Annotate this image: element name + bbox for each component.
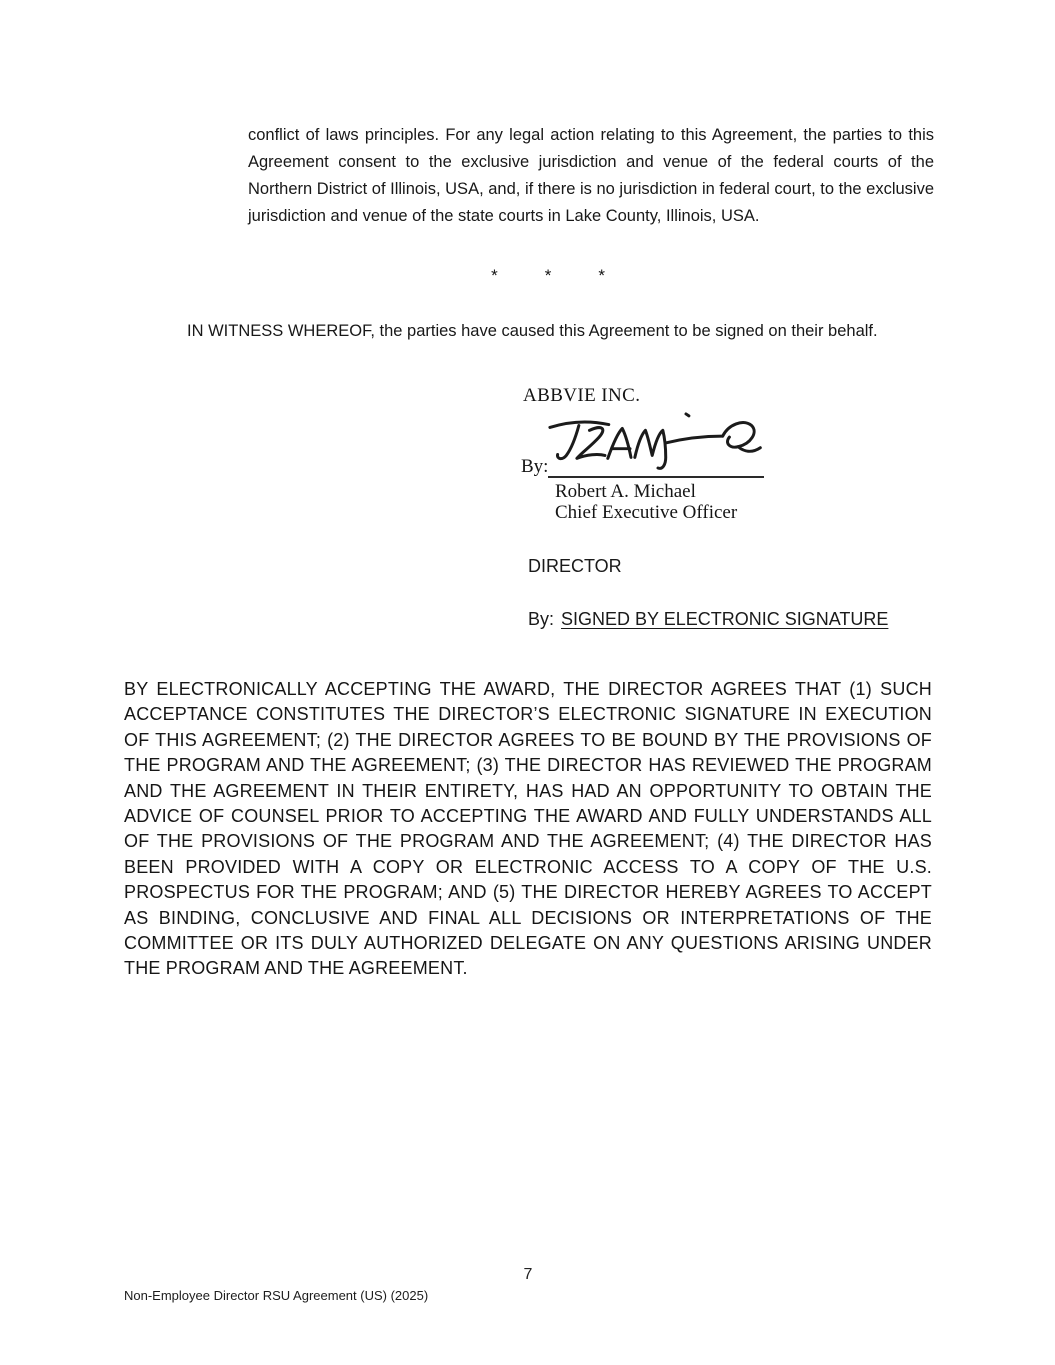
signer-name: Robert A. Michael <box>555 481 696 502</box>
electronic-signature-text: SIGNED BY ELECTRONIC SIGNATURE <box>561 609 889 629</box>
section-separator <box>144 266 952 286</box>
director-heading: DIRECTOR <box>528 556 622 576</box>
acceptance-paragraph: BY ELECTRONICALLY ACCEPTING THE AWARD, THE DIRECTOR AGREES THAT (1) SUCH ACCEPTANCE CONSTITUTES THE DIRECTOR’S ELECTRONIC SIGNATURE IN EXECUTION OF THIS AGREEMENT; (2) THE DIRECTOR AGREES TO BE BOUND BY THE PROVISIONS OF THE PROGRAM AND THE AGREEMENT; (3) THE DIRECTOR HAS REVIEWED THE PROGRAM AND THE AGREEMENT IN THEIR ENTIRETY, HAS HAD AN OPPORTUNITY TO OBTAIN THE ADVICE OF COUNSEL PRIOR TO ACCEPTING THE AWARD AND FULLY UNDERSTANDS ALL OF THE PROVISIONS OF THE PROGRAM AND THE AGREEMENT; (4) THE DIRECTOR HAS BEEN PROVIDED WITH A COPY OR ELECTRONIC ACCESS TO A COPY OF THE U.S. PROSPECTUS FOR THE PROGRAM; AND (5) THE DIRECTOR HEREBY AGREES TO ACCEPT AS BINDING, CONCLUSIVE AND FINAL ALL DECISIONS OR INTERPRETATIONS OF THE COMMITTEE OR ITS DULY AUTHORIZED DELEGATE ON ANY QUESTIONS ARISING UNDER THE PROGRAM AND THE AGREEMENT. <box>124 679 932 979</box>
signer-title: Chief Executive Officer <box>555 502 738 523</box>
company-by-label: By: <box>521 456 549 477</box>
company-name: ABBVIE INC. <box>523 385 641 406</box>
signature-line <box>548 476 764 478</box>
document-footer-label: Non-Employee Director RSU Agreement (US) (2025) <box>124 1288 429 1303</box>
director-by-label: By: <box>528 609 555 629</box>
asterisk: * <box>598 266 605 285</box>
asterisk: * <box>491 266 498 285</box>
handwritten-signature-icon <box>547 407 769 473</box>
asterisk: * <box>544 266 552 285</box>
witness-clause: IN WITNESS WHEREOF, the parties have caused this Agreement to be signed on their behalf. <box>187 322 878 340</box>
governing-law-paragraph: conflict of laws principles. For any legal action relating to this Agreement, the parties to this Agreement consent to the exclusive jurisdiction and venue of the federal courts of the Northern District of Illinois, USA, and, if there is no jurisdiction in federal court, to the exclusive jurisdiction and venue of the state courts in Lake County, Illinois, USA. <box>248 126 934 225</box>
page-number: 7 <box>523 1266 533 1283</box>
director-signature-row <box>528 609 888 630</box>
